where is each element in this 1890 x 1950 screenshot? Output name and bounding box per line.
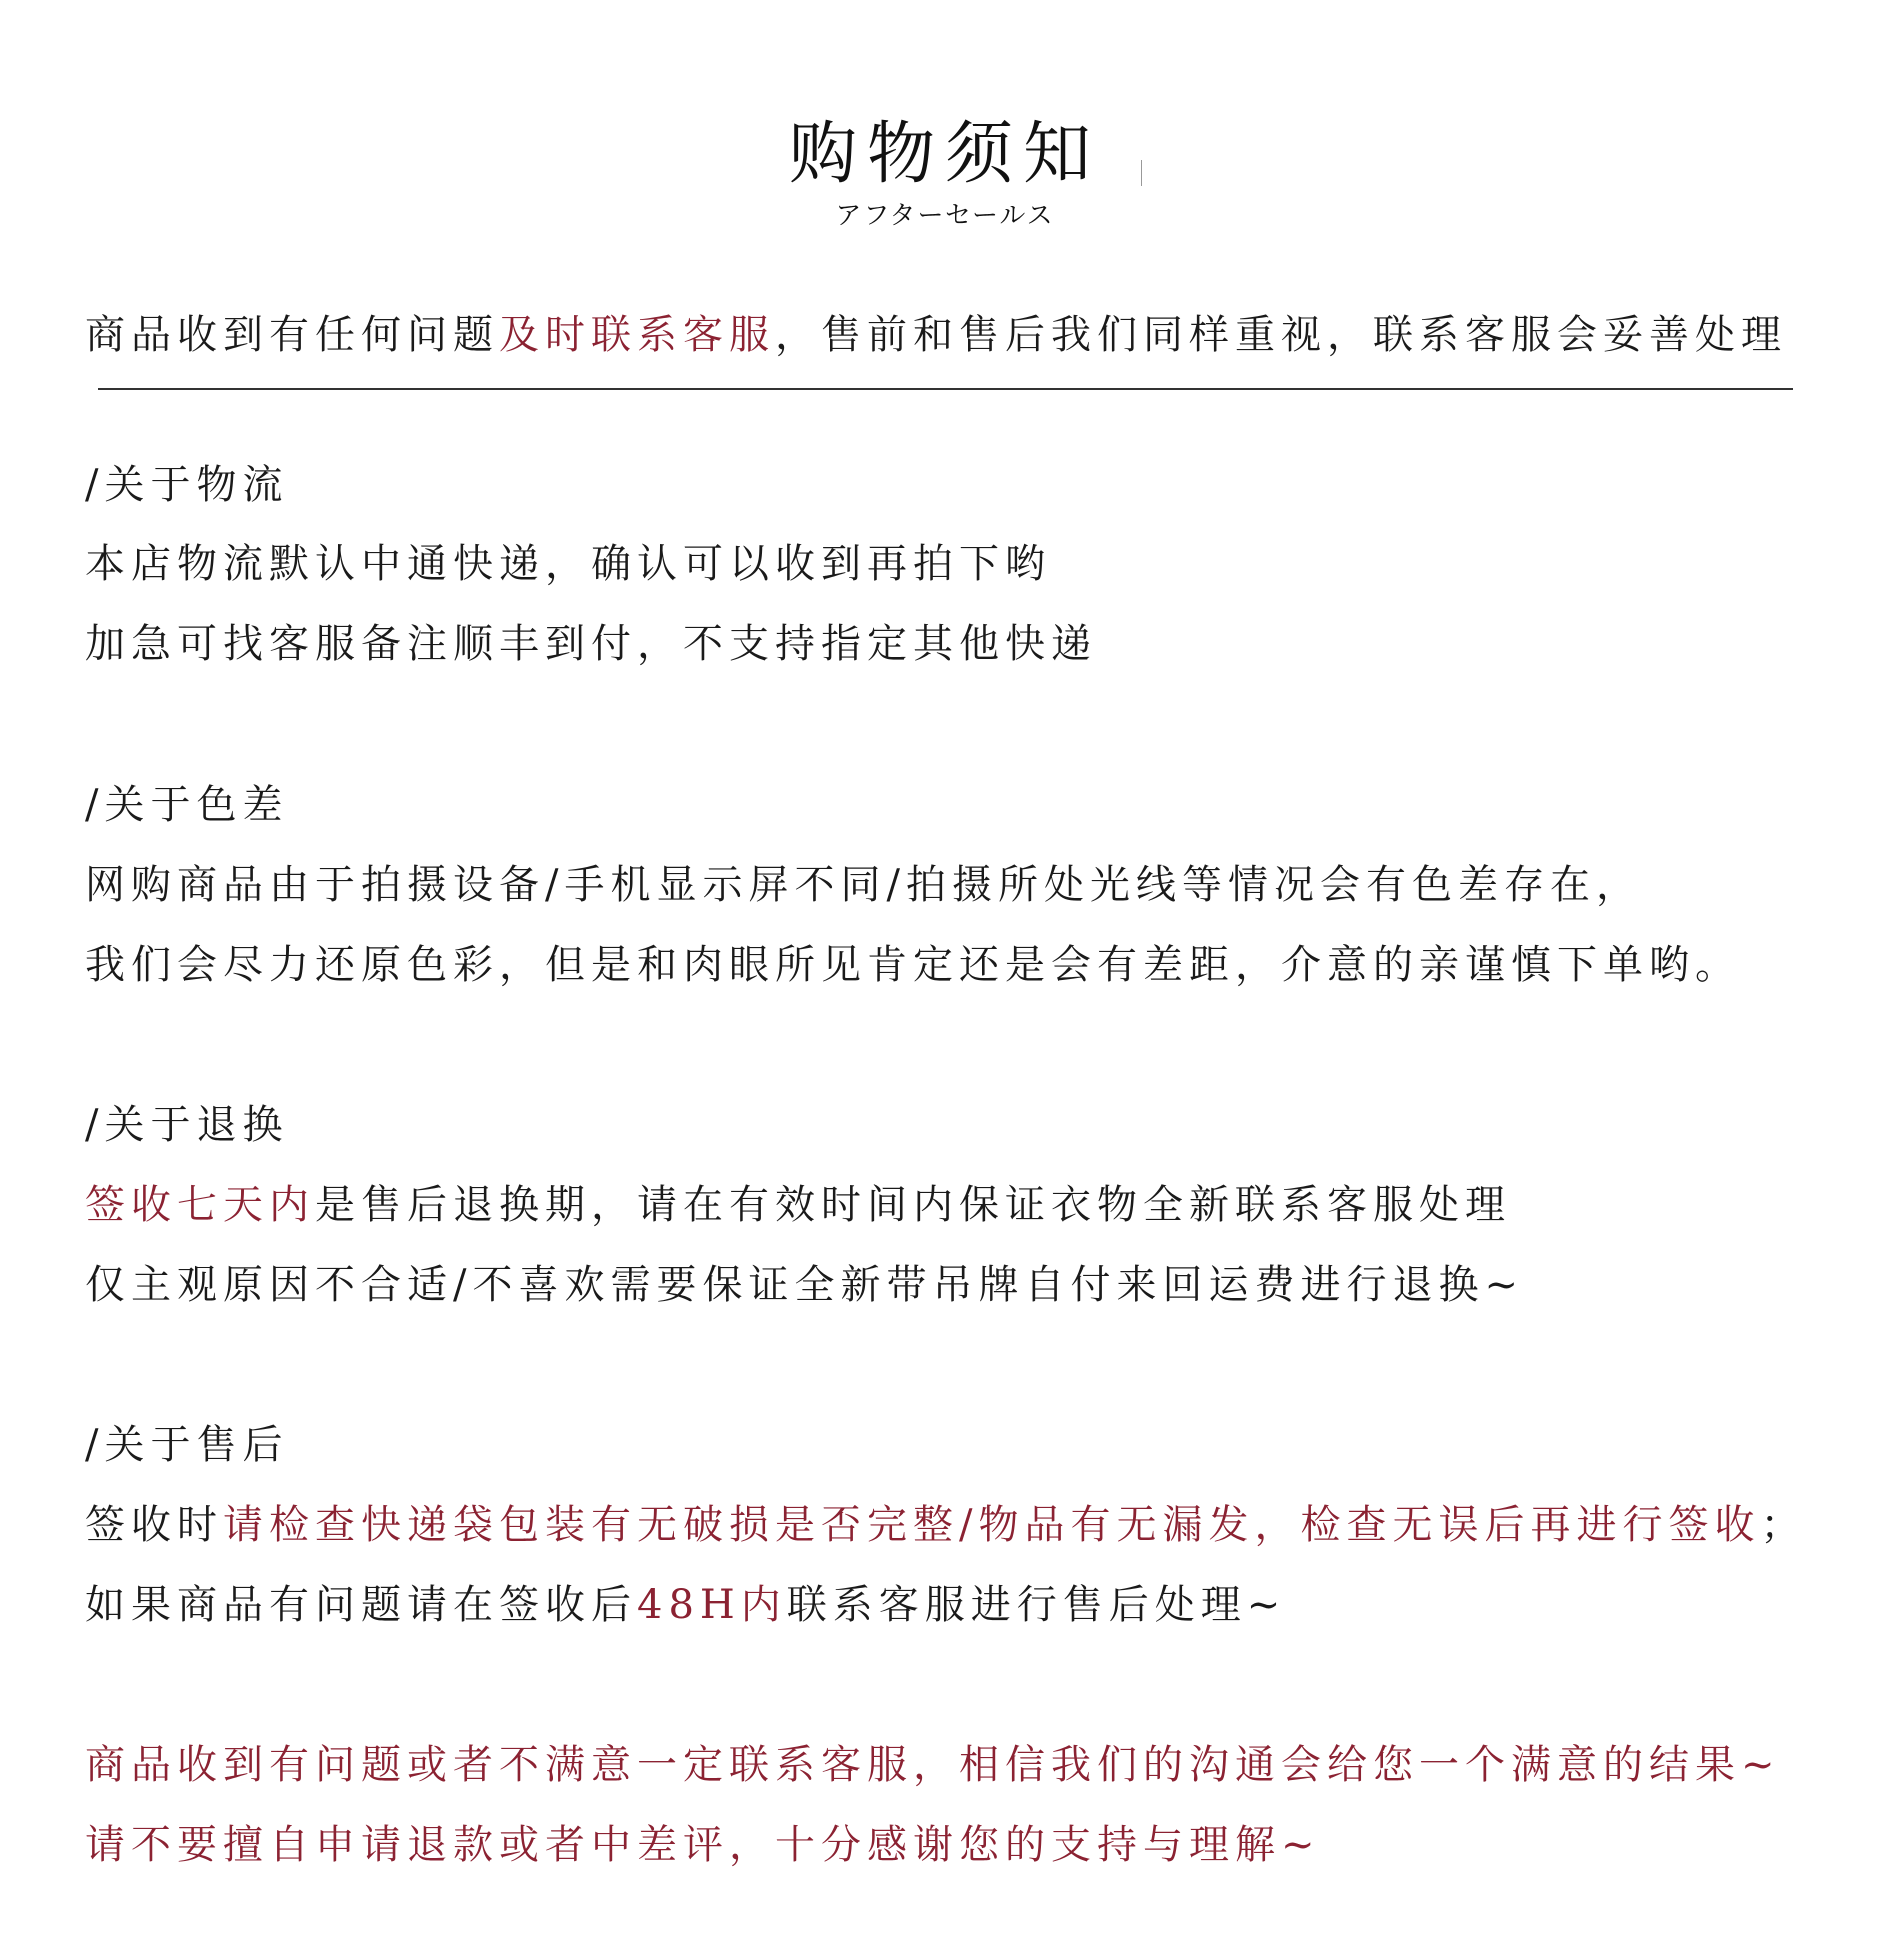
after-sales-line-2-start: 如果商品有问题请在签收后	[85, 1582, 637, 1628]
after-sales-highlight-1: 请检查快递袋包装有无破损是否完整/物品有无漏发，检查无误后再进行签收	[223, 1502, 1761, 1548]
page-subtitle: アフターセールス	[835, 201, 1055, 231]
closing-line-1: 商品收到有问题或者不满意一定联系客服，相信我们的沟通会给您一个满意的结果~	[85, 1742, 1781, 1788]
logistics-heading: /关于物流	[85, 462, 289, 508]
after-sales-line-2-end: 联系客服进行售后处理~	[786, 1582, 1287, 1628]
after-sales-heading: /关于售后	[85, 1422, 289, 1468]
after-sales-highlight-2: 48H内	[637, 1582, 787, 1628]
title-cursor-bar	[1141, 160, 1142, 186]
intro-highlight: 及时联系客服	[499, 312, 775, 358]
intro-text: 商品收到有任何问题	[85, 312, 499, 358]
logistics-line-1: 本店物流默认中通快递，确认可以收到再拍下哟	[85, 541, 1051, 587]
color-diff-heading: /关于色差	[85, 782, 289, 828]
returns-line-2: 仅主观原因不合适/不喜欢需要保证全新带吊牌自付来回运费进行退换~	[85, 1262, 1524, 1308]
intro-line	[85, 303, 1787, 360]
after-sales-line-2	[85, 1573, 1286, 1630]
returns-line-1	[85, 1173, 1511, 1230]
closing-line-2: 请不要擅自申请退款或者中差评，十分感谢您的支持与理解~	[85, 1822, 1321, 1868]
divider-line	[98, 388, 1793, 390]
color-diff-line-2: 我们会尽力还原色彩，但是和肉眼所见肯定还是会有差距，介意的亲谨慎下单哟。	[85, 942, 1741, 988]
intro-text-rest: ，售前和售后我们同样重视，联系客服会妥善处理	[775, 312, 1787, 358]
returns-highlight: 签收七天内	[85, 1182, 315, 1228]
logistics-line-2: 加急可找客服备注顺丰到付，不支持指定其他快递	[85, 621, 1097, 667]
after-sales-line-1-start: 签收时	[85, 1502, 223, 1548]
color-diff-line-1: 网购商品由于拍摄设备/手机显示屏不同/拍摄所处光线等情况会有色差存在，	[85, 862, 1642, 908]
page-title: 购物须知	[788, 115, 1101, 194]
returns-heading: /关于退换	[85, 1102, 289, 1148]
after-sales-line-1	[85, 1493, 1806, 1550]
after-sales-line-1-end: ；	[1760, 1502, 1807, 1548]
returns-line-1-text: 是售后退换期，请在有效时间内保证衣物全新联系客服处理	[315, 1182, 1511, 1228]
